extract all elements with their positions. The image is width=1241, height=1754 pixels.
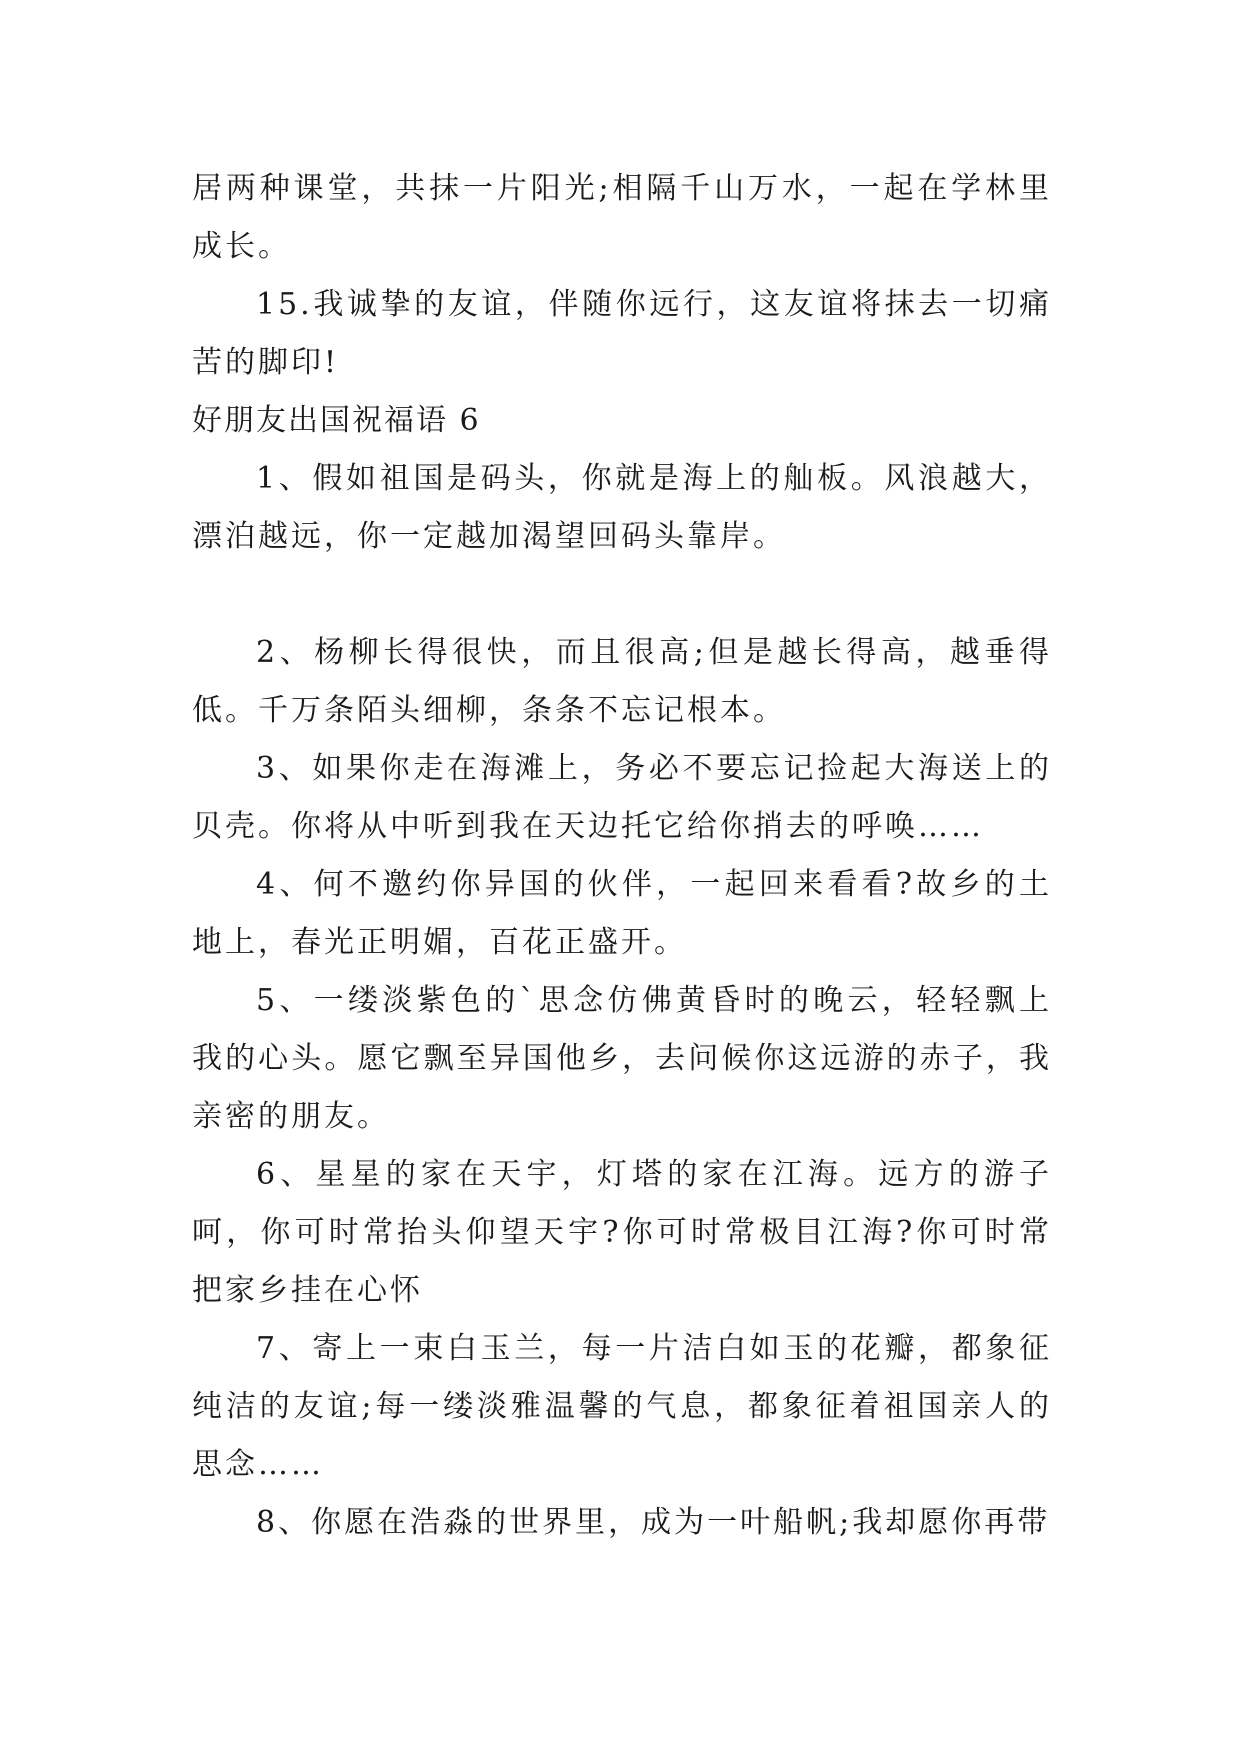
section-heading: 好朋友出国祝福语 6	[192, 403, 481, 438]
paragraph-item-7: 7、寄上一束白玉兰，每一片洁白如玉的花瓣，都象征纯洁的友谊;每一缕淡雅温馨的气息，都象征着祖国亲人的思念……	[192, 1331, 1052, 1482]
paragraph-item-3: 3、如果你走在海滩上，务必不要忘记捡起大海送上的贝壳。你将从中听到我在天边托它给你捎去的呼唤……	[192, 751, 1052, 844]
paragraph-item-4: 4、何不邀约你异国的伙伴，一起回来看看?故乡的土地上，春光正明媚，百花正盛开。	[192, 867, 1052, 960]
paragraph-item-6: 6、星星的家在天宇，灯塔的家在江海。远方的游子呵，你可时常抬头仰望天宇?你可时常极目江海?你可时常把家乡挂在心怀	[192, 1157, 1052, 1308]
paragraph-item-5: 5、一缕淡紫色的`思念仿佛黄昏时的晚云，轻轻飘上我的心头。愿它飘至异国他乡，去问候你这远游的赤子，我亲密的朋友。	[192, 983, 1052, 1134]
document-body	[192, 160, 1052, 1552]
paragraph-gap	[192, 566, 1052, 624]
paragraph-continuation: 居两种课堂，共抹一片阳光;相隔千山万水，一起在学林里成长。	[192, 171, 1052, 264]
paragraph-item-1: 1、假如祖国是码头，你就是海上的舢板。风浪越大，漂泊越远，你一定越加渴望回码头靠岸。	[192, 461, 1052, 554]
paragraph-item-8: 8、你愿在浩淼的世界里，成为一叶船帆;我却愿你再带	[256, 1505, 1051, 1540]
paragraph-item-2: 2、杨柳长得很快，而且很高;但是越长得高，越垂得低。千万条陌头细柳，条条不忘记根本。	[192, 635, 1052, 728]
paragraph-item-15: 15.我诚挚的友谊，伴随你远行，这友谊将抹去一切痛苦的脚印!	[192, 287, 1052, 380]
